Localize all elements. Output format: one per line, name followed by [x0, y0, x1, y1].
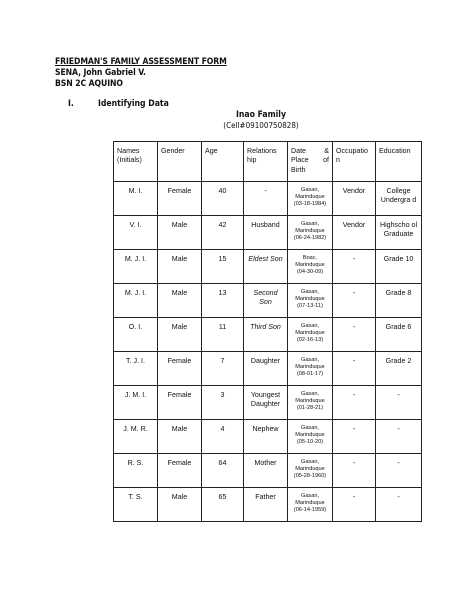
cell-relationship: -	[244, 182, 288, 216]
cell-age: 15	[202, 250, 244, 284]
cell-education: Grade 10	[376, 250, 422, 284]
cell-relationship: Husband	[244, 216, 288, 250]
document-header	[55, 57, 227, 90]
family-name: Inao Family	[236, 110, 286, 120]
cell-occupation: -	[333, 386, 376, 420]
cell-education: Highscho ol Graduate	[376, 216, 422, 250]
cell-gender: Male	[158, 420, 202, 454]
cell-name: M. J. I.	[114, 250, 158, 284]
cell-education: Grade 8	[376, 284, 422, 318]
table-row	[114, 216, 422, 250]
column-header-age: Age	[202, 142, 244, 182]
table-row	[114, 488, 422, 522]
cell-occupation: -	[333, 284, 376, 318]
cell-gender: Female	[158, 352, 202, 386]
table-row	[114, 318, 422, 352]
cell-age: 64	[202, 454, 244, 488]
cell-name: T. J. I.	[114, 352, 158, 386]
table-body	[114, 182, 422, 522]
cell-age: 11	[202, 318, 244, 352]
cell-date-place-of-birth: Gasan, Marinduque (02-16-13)	[288, 318, 333, 352]
cell-occupation: -	[333, 250, 376, 284]
cell-education: Grade 6	[376, 318, 422, 352]
column-header-date-place-of-birth: Date & Place of Birth	[288, 142, 333, 182]
section-heading	[68, 99, 169, 109]
cell-occupation: Vendor	[333, 182, 376, 216]
cell-date-place-of-birth: Gasan, Marinduque (07-13-11)	[288, 284, 333, 318]
section-number: I.	[68, 99, 74, 109]
cell-name: J. M. I.	[114, 386, 158, 420]
cell-gender: Female	[158, 182, 202, 216]
cell-education: College Undergra d	[376, 182, 422, 216]
cell-occupation: -	[333, 420, 376, 454]
cell-relationship: Youngest Daughter	[244, 386, 288, 420]
family-heading	[0, 110, 474, 130]
cell-date-place-of-birth: Gasan, Marinduque (03-18-1984)	[288, 182, 333, 216]
cell-date-place-of-birth: Gasan, Marinduque (08-01-17)	[288, 352, 333, 386]
table-row	[114, 420, 422, 454]
table-row	[114, 454, 422, 488]
cell-occupation: -	[333, 454, 376, 488]
cell-age: 7	[202, 352, 244, 386]
cell-name: M. J. I.	[114, 284, 158, 318]
cell-occupation: -	[333, 318, 376, 352]
column-header-occupation: Occupatio n	[333, 142, 376, 182]
cell-age: 65	[202, 488, 244, 522]
identifying-data-table	[113, 141, 422, 522]
family-contact: (Cell#09100750828)	[223, 121, 299, 130]
cell-gender: Male	[158, 318, 202, 352]
table-row	[114, 250, 422, 284]
cell-age: 40	[202, 182, 244, 216]
cell-age: 3	[202, 386, 244, 420]
cell-date-place-of-birth: Gasan, Marinduque (01-28-21)	[288, 386, 333, 420]
cell-age: 13	[202, 284, 244, 318]
cell-relationship: Second Son	[244, 284, 288, 318]
cell-date-place-of-birth: Gasan, Marinduque (06-14-1959)	[288, 488, 333, 522]
cell-gender: Female	[158, 386, 202, 420]
cell-name: M. I.	[114, 182, 158, 216]
cell-date-place-of-birth: Gasan, Marinduque (05-10-20)	[288, 420, 333, 454]
column-header-education: Education	[376, 142, 422, 182]
cell-relationship: Eldest Son	[244, 250, 288, 284]
cell-gender: Female	[158, 454, 202, 488]
cell-education: -	[376, 386, 422, 420]
cell-date-place-of-birth: Boac, Marinduque (04-30-09)	[288, 250, 333, 284]
cell-relationship: Father	[244, 488, 288, 522]
student-name: SENA, John Gabriel V.	[55, 68, 146, 78]
cell-date-place-of-birth: Gasan, Marinduque (06-24-1982)	[288, 216, 333, 250]
section-title: Identifying Data	[98, 99, 169, 109]
cell-name: T. S.	[114, 488, 158, 522]
cell-gender: Male	[158, 216, 202, 250]
cell-education: -	[376, 454, 422, 488]
column-header-gender: Gender	[158, 142, 202, 182]
cell-relationship: Nephew	[244, 420, 288, 454]
cell-age: 42	[202, 216, 244, 250]
table-row	[114, 386, 422, 420]
column-header-relationship: Relations hip	[244, 142, 288, 182]
cell-occupation: Vendor	[333, 216, 376, 250]
cell-education: Grade 2	[376, 352, 422, 386]
cell-education: -	[376, 420, 422, 454]
cell-occupation: -	[333, 352, 376, 386]
cell-age: 4	[202, 420, 244, 454]
cell-relationship: Mother	[244, 454, 288, 488]
table-row	[114, 352, 422, 386]
table-row	[114, 182, 422, 216]
cell-gender: Male	[158, 250, 202, 284]
cell-relationship: Daughter	[244, 352, 288, 386]
table-header-row	[114, 142, 422, 182]
cell-gender: Male	[158, 488, 202, 522]
student-section: BSN 2C AQUINO	[55, 79, 123, 89]
cell-gender: Male	[158, 284, 202, 318]
cell-date-place-of-birth: Gasan, Marinduque (05-28-1960)	[288, 454, 333, 488]
table-row	[114, 284, 422, 318]
cell-name: V. I.	[114, 216, 158, 250]
cell-name: R. S.	[114, 454, 158, 488]
cell-education: -	[376, 488, 422, 522]
cell-occupation: -	[333, 488, 376, 522]
cell-name: O. I.	[114, 318, 158, 352]
column-header-names: Names (Initials)	[114, 142, 158, 182]
cell-name: J. M. R.	[114, 420, 158, 454]
cell-relationship: Third Son	[244, 318, 288, 352]
form-title: FRIEDMAN'S FAMILY ASSESSMENT FORM	[55, 57, 227, 67]
